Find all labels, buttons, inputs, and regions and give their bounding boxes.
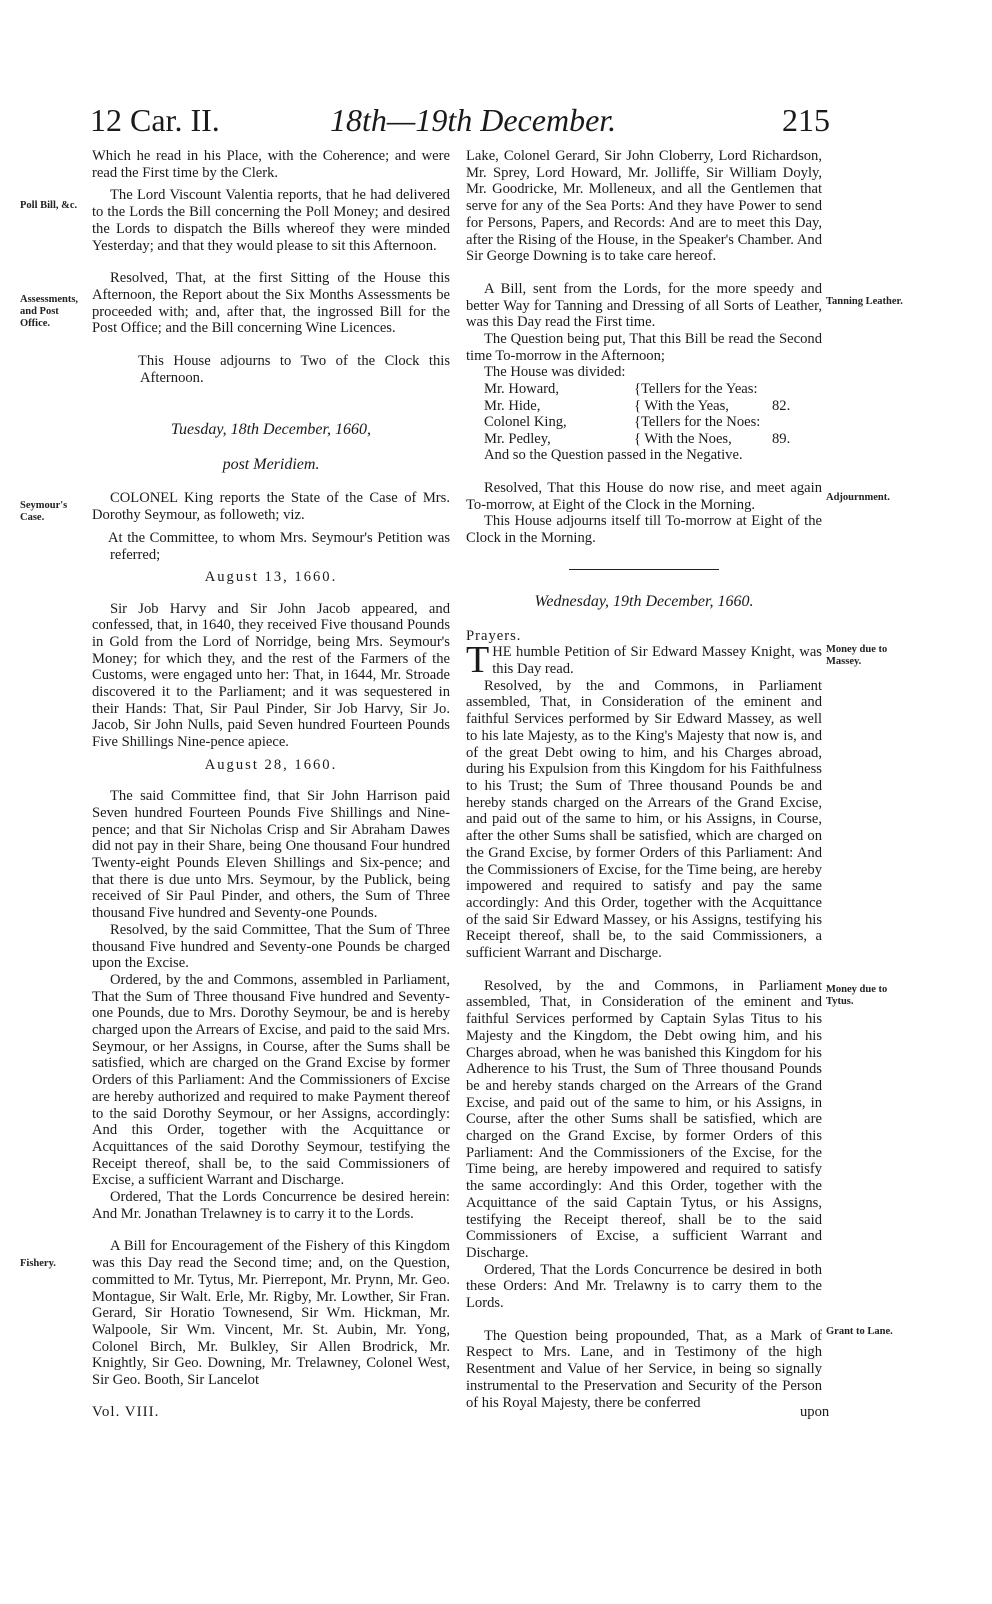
teller-label: { With the Yeas, bbox=[634, 397, 729, 414]
paragraph: Resolved, by the and Commons, in Parliament assembled, That, in Consideration of the eminent and faithful Services performed by Sir Edward Massey, as well to his late Majesty, as to the King's Majesty that now is, and of the great Debt owing to him, and his Charges abroad, during his Expulsion from this Kingdom for his Faithfulness to his Trust; the Sum of Three thousand Pounds be and hereby stands charged on the Arrears of the Grand Excise, and paid out of the same to him, or his Assigns, in Course, after the other Sums shall be satisfied, which are charged on the Grand Excise, by former Orders of this Parliament: And the Commissioners of Excise, for the Time being, are hereby impowered and required to satisfy and pay the same accordingly: And this Order, together with the Acquittance of the said Sir Edward Massey, or his Assigns, testifying his Receipt thereof, shall be, to the said Commissioners, a sufficient Warrant and Discharge. bbox=[466, 677, 822, 962]
vote-count: 82. bbox=[772, 397, 791, 414]
paragraph: The Lord Viscount Valentia reports, that he had delivered to the Lords the Bill concerning the Poll Money; and desired the Lords to dispatch the Bills whereof they were minded Yesterday; and that they would please to sit this Afternoon. bbox=[92, 187, 450, 254]
date-subheading: post Meridiem. bbox=[222, 456, 320, 474]
date-line: August 28, 1660. bbox=[204, 756, 338, 773]
teller-name: Mr. Hide, bbox=[484, 397, 541, 414]
paragraph: Resolved, That, at the first Sitting of the House this Afternoon, the Report about the Six Months Assessments be proceeded with; and, after that, the ingrossed Bill for the Post Office; and the Bill concerning Wine Licences. bbox=[92, 270, 450, 337]
regnal-year: 12 Car. II. bbox=[90, 102, 220, 138]
tellers-row bbox=[484, 381, 822, 398]
section-divider bbox=[569, 569, 719, 570]
paragraph: Ordered, by the and Commons, assembled in Parliament, That the Sum of Three thousand Five hundred and Seventy-one Pounds, due to Mrs. Dorothy Seymour, be and is hereby charged upon the Arrears of Excise, and paid to the said Mrs. Seymour, or her Assigns, in Course, after the Sums shall be satisfied, which are charged on the Grand Excise by former Orders of this Parliament: And the Commissioners of Excise are hereby authorized and required to make Payment thereof to the said Dorothy Seymour, or her Assigns, accordingly: And this Order, together with the Acquittance or Acquittances of the said Dorothy Seymour, testifying the Receipt thereof, shall be, to the said Commissioners of Excise, a sufficient Warrant and Discharge. bbox=[92, 971, 450, 1189]
tellers-table bbox=[484, 381, 822, 447]
paragraph: Ordered, That the Lords Concurrence be desired in both these Orders: And Mr. Trelawny is to carry them to the Lords. bbox=[466, 1261, 822, 1312]
paragraph: At the Committee, to whom Mrs. Seymour's Petition was referred; bbox=[108, 529, 450, 563]
page-number: 215 bbox=[782, 102, 830, 138]
margin-note-tanning: Tanning Leather. bbox=[826, 296, 903, 307]
teller-label: {Tellers for the Noes: bbox=[634, 414, 761, 431]
vote-count bbox=[772, 381, 802, 398]
paragraph: Sir Job Harvy and Sir John Jacob appeared, and confessed, that, in 1640, they received Five thousand Pounds in Gold from the Lord of Norridge, being Mrs. Seymour's Money; for which they, and the rest of the Farmers of the Customs, were engaged unto her: That, in 1644, Mr. Stroade discovered it to the Parliament; and it was sequestered in their Hands: That, Sir Paul Pinder, Sir Job Harvy, Sir Jo. Jacob, Sir John Nulls, paid Seven hundred Fourteen Pounds Five Shillings Nine-pence apiece. bbox=[92, 600, 450, 751]
paragraph: The Question being propounded, That, as a Mark of Respect to Mrs. Lane, and in Testimony of the high Resentment and Value of her Service, in being so signally instrumental to the Preservation and Security of the Person of his Royal Majesty, there be conferred bbox=[466, 1327, 822, 1411]
paragraph: Which he read in his Place, with the Coherence; and were read the First time by the Clerk. bbox=[92, 148, 450, 181]
paragraph: The House was divided: bbox=[484, 364, 626, 381]
date-heading: Tuesday, 18th December, 1660, bbox=[171, 421, 371, 439]
teller-label: { With the Noes, bbox=[634, 430, 732, 447]
paragraph-text: HE humble Petition of Sir Edward Massey Knight, was this Day read. bbox=[492, 644, 822, 678]
tellers-row bbox=[484, 431, 822, 448]
margin-note-tytus: Money due to Tytus. bbox=[826, 984, 888, 1007]
paragraph: This House adjourns itself till To-morrow at Eight of the Clock in the Morning. bbox=[466, 513, 822, 546]
prayers-heading: Prayers. bbox=[466, 627, 522, 644]
vote-count bbox=[772, 414, 802, 431]
volume-signature: Vol. VIII. bbox=[92, 1404, 160, 1420]
margin-note-lane: Grant to Lane. bbox=[826, 1326, 893, 1337]
teller-label: {Tellers for the Yeas: bbox=[634, 381, 758, 398]
tellers-row bbox=[484, 414, 822, 431]
paragraph: COLONEL King reports the State of the Case of Mrs. Dorothy Seymour, as followeth; viz. bbox=[92, 490, 450, 524]
paragraph: A Bill, sent from the Lords, for the more speedy and better Way for Tanning and Dressing of all Sorts of Leather, was this Day read the First time. bbox=[466, 280, 822, 331]
left-column bbox=[92, 148, 450, 1389]
paragraph: The said Committee find, that Sir John Harrison paid Seven hundred Fourteen Pounds Five Shillings and Nine-pence; and that Sir Nicholas Crisp and Sir Abraham Dawes did not pay in their Share, being One thousand Four hundred Twenty-eight Pounds Eleven Shillings and Six-pence; and that there is due unto Mrs. Seymour, by the Publick, being received of Sir Paul Pinder, and others, the Sum of Three thousand Five hundred and Seventy-one Pounds. bbox=[92, 788, 450, 922]
margin-note-massey: Money due to Massey. bbox=[826, 644, 888, 667]
margin-note-adjournment: Adjournment. bbox=[826, 492, 890, 503]
page-header bbox=[90, 100, 830, 148]
teller-name: Mr. Howard, bbox=[484, 381, 559, 398]
date-range: 18th—19th December. bbox=[330, 102, 617, 138]
paragraph: Resolved, by the said Committee, That the Sum of Three thousand Five hundred and Seventy-one Pounds be charged upon the Excise. bbox=[92, 921, 450, 972]
paragraph: The Question being put, That this Bill be read the Second time To-morrow in the Afternoon; bbox=[466, 331, 822, 364]
paragraph: A Bill for Encouragement of the Fishery of this Kingdom was this Day read the Second time; and, on the Question, committed to Mr. Tytus, Mr. Pierrepont, Mr. Prynn, Mr. Geo. Montague, Sir Walt. Erle, Mr. Rigby, Mr. Lowther, Sir Fran. Gerard, Sir Horatio Townesend, Sir Wm. Hickman, Mr. Walpoole, Sir Wm. Vincent, Mr. St. Aubin, Mr. Yong, Colonel Birch, Mr. Bulkley, Sir Allen Brodrick, Mr. Knightly, Sir Geo. Downing, Mr. Trelawney, Colonel West, Sir Geo. Booth, Sir Lancelot bbox=[92, 1238, 450, 1389]
catchword: upon bbox=[800, 1404, 830, 1420]
vote-count: 89. bbox=[772, 430, 791, 447]
paragraph: Resolved, by the and Commons, in Parliament assembled, That, in Consideration of the eminent and faithful Services performed by Captain Sylas Titus to his Majesty and the Kingdom, the Debt owing him, and his Charges abroad, when he was banished this Kingdom for his Adherence to his Trust, the Sum of Three thousand Pounds be and hereby stands charged on the Arrears of the Grand Excise, and paid out of the same to him, or his Assigns, in Course, after the other Sums shall be satisfied, which are charged on the Grand Excise, by former Orders of this Parliament: And the Commissioners of the Excise, for the Time being, are hereby impowered and required to satisfy the same accordingly: And this Order, together with the Acquittance of the said Captain Tytus, or his Assigns, testifying the Receipt thereof, shall be to the said Commissioners of Excise, a sufficient Warrant and Discharge. bbox=[466, 977, 822, 1261]
drop-cap: T bbox=[466, 639, 490, 682]
date-heading: Wednesday, 19th December, 1660. bbox=[534, 592, 754, 610]
margin-note-poll-bill: Poll Bill, &c. bbox=[20, 200, 78, 211]
paragraph: Lake, Colonel Gerard, Sir John Cloberry, Lord Richardson, Mr. Sprey, Lord Howard, Mr. Jolliffe, Sir William Doyly, Mr. Goodricke, Mr. Molleneux, and all the Gentlemen that serve for any of the Sea Ports: And they have Power to send for Persons, Papers, and Records: And are to meet this Day, after the Rising of the House, in the Speaker's Chamber. And Sir George Downing is to take care hereof. bbox=[466, 148, 822, 265]
margin-note-fishery: Fishery. bbox=[20, 1258, 56, 1269]
margin-note-assessments: Assessments, and Post Office. bbox=[20, 294, 79, 329]
paragraph: Resolved, That this House do now rise, and meet again To-morrow, at Eight of the Clock in the Morning. bbox=[466, 479, 822, 513]
tellers-row bbox=[484, 398, 822, 415]
paragraph: And so the Question passed in the Negative. bbox=[484, 447, 743, 464]
paragraph: Ordered, That the Lords Concurrence be desired herein: And Mr. Jonathan Trelawney is to carry it to the Lords. bbox=[92, 1189, 450, 1222]
date-line: August 13, 1660. bbox=[204, 569, 338, 586]
right-column bbox=[466, 148, 822, 1411]
adjournment-line: This House adjourns to Two of the Clock this Afternoon. bbox=[138, 353, 450, 386]
teller-name: Mr. Pedley, bbox=[484, 430, 551, 447]
margin-note-seymour: Seymour's Case. bbox=[20, 500, 68, 523]
teller-name: Colonel King, bbox=[484, 414, 567, 431]
paragraph bbox=[466, 639, 822, 682]
